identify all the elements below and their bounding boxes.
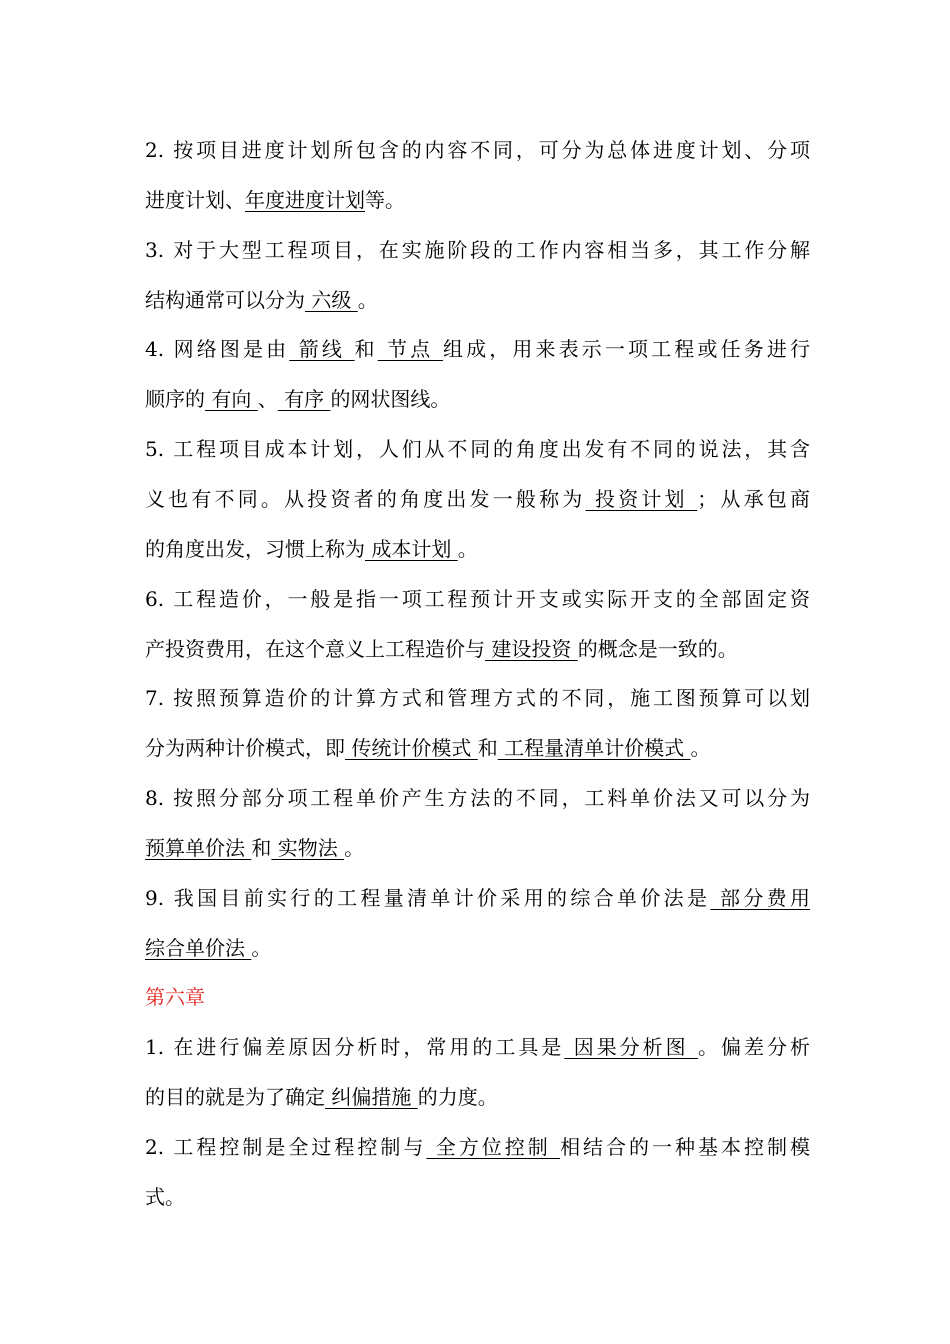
text-line	[145, 379, 810, 419]
text-line	[145, 629, 810, 669]
text-line	[145, 180, 810, 220]
answer-blank: 因果分析图	[564, 1035, 699, 1060]
text-line	[145, 928, 810, 968]
answer-blank: 部分费用	[710, 885, 810, 910]
text-run: 相结合的一种基本控制模	[560, 1135, 811, 1159]
text-run: 。	[690, 736, 711, 761]
answer-blank: 六级	[305, 287, 358, 312]
answer-blank: 箭线	[289, 337, 355, 362]
text-line	[145, 778, 810, 818]
text-run: 1. 在进行偏差原因分析时，常用的工具是	[145, 1035, 565, 1060]
text-line	[145, 678, 810, 718]
text-run: 5. 工程项目成本计划，人们从不同的角度出发有不同的说法，其含	[145, 437, 810, 462]
text-line	[145, 1177, 810, 1217]
text-run: 等。	[365, 187, 405, 212]
text-line	[145, 479, 810, 519]
answer-blank: 成本计划	[365, 536, 458, 561]
text-run: 。	[344, 835, 365, 860]
text-run: 组成，用来表示一项工程或任务进行	[442, 337, 810, 362]
text-run: 和	[477, 736, 498, 761]
text-line	[145, 828, 810, 868]
text-run: 3. 对于大型工程项目，在实施阶段的工作内容相当多，其工作分解	[145, 237, 810, 262]
text-run: 的角度出发，习惯上称为	[145, 536, 365, 561]
text-line	[145, 230, 810, 270]
answer-blank: 有序	[277, 387, 331, 412]
text-line	[145, 728, 810, 768]
text-run: 7. 按照预算造价的计算方式和管理方式的不同，施工图预算可以划	[145, 686, 810, 711]
text-line	[145, 529, 810, 569]
text-run: 。	[357, 287, 378, 312]
text-run: 结构通常可以分为	[145, 287, 305, 312]
text-run: 式。	[145, 1184, 185, 1209]
text-run: 的概念是一致的。	[577, 636, 738, 661]
text-run: 义也有不同。从投资者的角度出发一般称为	[145, 486, 586, 511]
text-run: 和	[354, 337, 378, 362]
answer-blank: 纠偏措施	[325, 1085, 418, 1110]
text-run: 2. 按项目进度计划所包含的内容不同，可分为总体进度计划、分项	[145, 138, 810, 162]
answer-blank: 实物法	[271, 835, 345, 860]
text-line	[145, 280, 810, 320]
text-line	[145, 878, 810, 918]
text-line	[145, 977, 810, 1017]
text-line	[145, 1077, 810, 1117]
answer-blank: 预算单价法	[145, 835, 252, 860]
text-run: 、	[257, 387, 278, 412]
text-line	[145, 579, 810, 619]
text-run: 分为两种计价模式，即	[145, 736, 345, 761]
text-run: 第六章	[145, 985, 205, 1010]
text-line	[145, 130, 810, 170]
text-run: 的网状图线。	[330, 387, 451, 412]
text-run: 顺序的	[145, 387, 205, 412]
text-run: 。偏差分析	[698, 1035, 811, 1060]
text-run: 9. 我国目前实行的工程量清单计价采用的综合单价法是	[145, 885, 711, 910]
text-run: 产投资费用，在这个意义上工程造价与	[145, 636, 485, 661]
text-run: ；从承包商	[697, 486, 811, 511]
text-run: 4. 网络图是由	[145, 337, 290, 362]
text-run: 2. 工程控制是全过程控制与	[145, 1135, 427, 1159]
answer-blank: 有向	[205, 387, 258, 412]
answer-blank: 节点	[377, 337, 443, 362]
text-run: 。	[251, 935, 272, 960]
text-run: 进度计划、	[145, 187, 245, 212]
text-run: 和	[251, 835, 272, 860]
answer-blank: 工程量清单计价模式	[497, 736, 691, 761]
text-line	[145, 1127, 810, 1167]
answer-blank: 综合单价法	[145, 935, 252, 960]
answer-blank: 年度进度计划	[245, 187, 365, 212]
text-line	[145, 329, 810, 369]
text-run: 8. 按照分部分项工程单价产生方法的不同，工料单价法又可以分为	[145, 786, 810, 811]
text-run: 。	[457, 536, 478, 561]
text-run: 的力度。	[417, 1085, 498, 1110]
answer-blank: 建设投资	[485, 636, 578, 661]
text-line	[145, 429, 810, 469]
text-run: 的目的就是为了确定	[145, 1085, 325, 1110]
answer-blank: 全方位控制	[426, 1135, 561, 1159]
text-run: 6. 工程造价，一般是指一项工程预计开支或实际开支的全部固定资	[145, 586, 810, 611]
answer-blank: 传统计价模式	[345, 736, 478, 761]
text-line	[145, 1027, 810, 1067]
answer-blank: 投资计划	[585, 486, 698, 511]
